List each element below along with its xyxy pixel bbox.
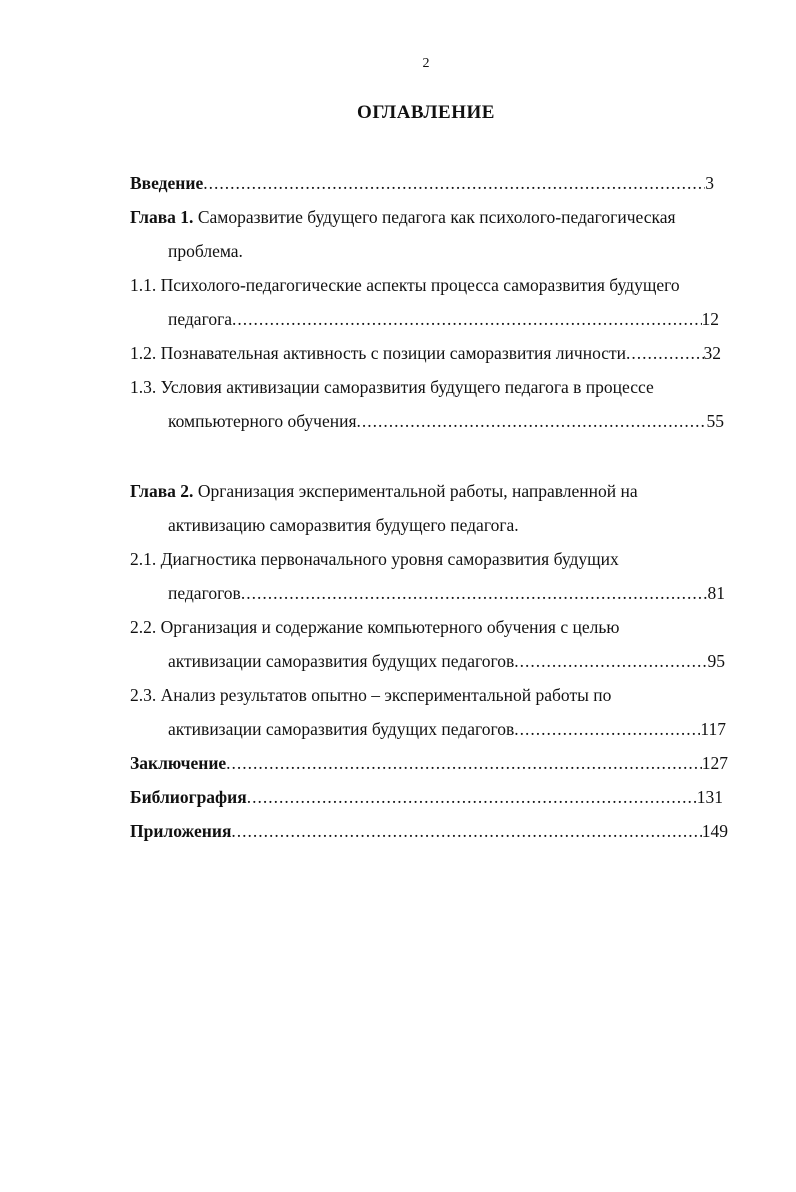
- toc-text: проблема.: [168, 241, 243, 261]
- toc-entry-1-2[interactable]: [130, 342, 721, 364]
- toc-label: Заключение: [130, 753, 227, 773]
- dot-leader: [232, 308, 701, 330]
- toc-text: 1.1. Психолого-педагогические аспекты процесса саморазвития будущего: [130, 275, 680, 295]
- toc-entry-1-1-cont[interactable]: [168, 308, 719, 330]
- dot-leader: [357, 410, 707, 432]
- dot-leader: [247, 786, 697, 808]
- dot-leader: [514, 718, 700, 740]
- dot-leader: [231, 820, 701, 842]
- toc-text: Саморазвитие будущего педагога как психолого-педагогическая: [197, 207, 676, 227]
- toc-text: 2.2. Организация и содержание компьютерного обучения с целью: [130, 617, 620, 637]
- toc-entry-chapter-2-cont: [168, 514, 519, 536]
- toc-page: 95: [707, 651, 725, 671]
- toc-page: 81: [707, 583, 725, 603]
- toc-page: 32: [703, 343, 721, 363]
- toc-entry-1-1[interactable]: [130, 274, 680, 296]
- toc-entry-2-2-cont[interactable]: [168, 650, 725, 672]
- toc-entry-intro[interactable]: [130, 172, 714, 194]
- toc-page: 55: [706, 411, 724, 431]
- toc-entry-1-3-cont[interactable]: [168, 410, 724, 432]
- toc-text: 2.3. Анализ результатов опытно – экспериментальной работы по: [130, 685, 612, 705]
- toc-entry-2-1[interactable]: [130, 548, 619, 570]
- page-number: 2: [422, 56, 430, 71]
- toc-entry-chapter-2[interactable]: [130, 480, 638, 502]
- toc-page: 127: [701, 753, 728, 773]
- toc-entry-chapter-1[interactable]: [130, 206, 676, 228]
- toc-page: 3: [705, 173, 714, 193]
- toc-label: Библиография: [130, 787, 247, 807]
- toc-entry-bibliography[interactable]: [130, 786, 723, 808]
- toc-page: 131: [696, 787, 723, 807]
- dot-leader: [226, 752, 702, 774]
- toc-entry-chapter-1-cont: [168, 240, 243, 262]
- toc-text: активизацию саморазвития будущего педагога.: [168, 515, 519, 535]
- toc-label: Введение: [130, 173, 204, 193]
- toc-text: Организация экспериментальной работы, направленной на: [197, 481, 638, 501]
- page-title: ОГЛАВЛЕНИЕ: [357, 102, 495, 123]
- toc-page: 149: [701, 821, 728, 841]
- toc-text: педагога: [168, 309, 233, 329]
- dot-leader: [514, 650, 707, 672]
- toc-entry-appendices[interactable]: [130, 820, 728, 842]
- toc-label: Глава 2.: [130, 481, 194, 501]
- dot-leader: [203, 172, 705, 194]
- toc-label: Приложения: [130, 821, 232, 841]
- toc-page: 12: [701, 309, 719, 329]
- toc-entry-conclusion[interactable]: [130, 752, 728, 774]
- toc-entry-1-3[interactable]: [130, 376, 654, 398]
- toc-text: педагогов: [168, 583, 241, 603]
- dot-leader: [241, 582, 708, 604]
- toc-entry-2-1-cont[interactable]: [168, 582, 725, 604]
- toc-label: Глава 1.: [130, 207, 194, 227]
- dot-leader: [626, 342, 703, 364]
- toc-entry-2-3[interactable]: [130, 684, 611, 706]
- toc-text: активизации саморазвития будущих педагогов: [168, 651, 515, 671]
- toc-entry-2-2[interactable]: [130, 616, 619, 638]
- toc-text: 1.2. Познавательная активность с позиции саморазвития личности: [130, 343, 627, 363]
- toc-text: активизации саморазвития будущих педагогов: [168, 719, 515, 739]
- toc-text: компьютерного обучения: [168, 411, 357, 431]
- toc-text: 2.1. Диагностика первоначального уровня саморазвития будущих: [130, 549, 619, 569]
- toc-entry-2-3-cont[interactable]: [168, 718, 726, 740]
- toc-page: 117: [700, 719, 726, 739]
- toc-text: 1.3. Условия активизации саморазвития будущего педагога в процессе: [130, 377, 654, 397]
